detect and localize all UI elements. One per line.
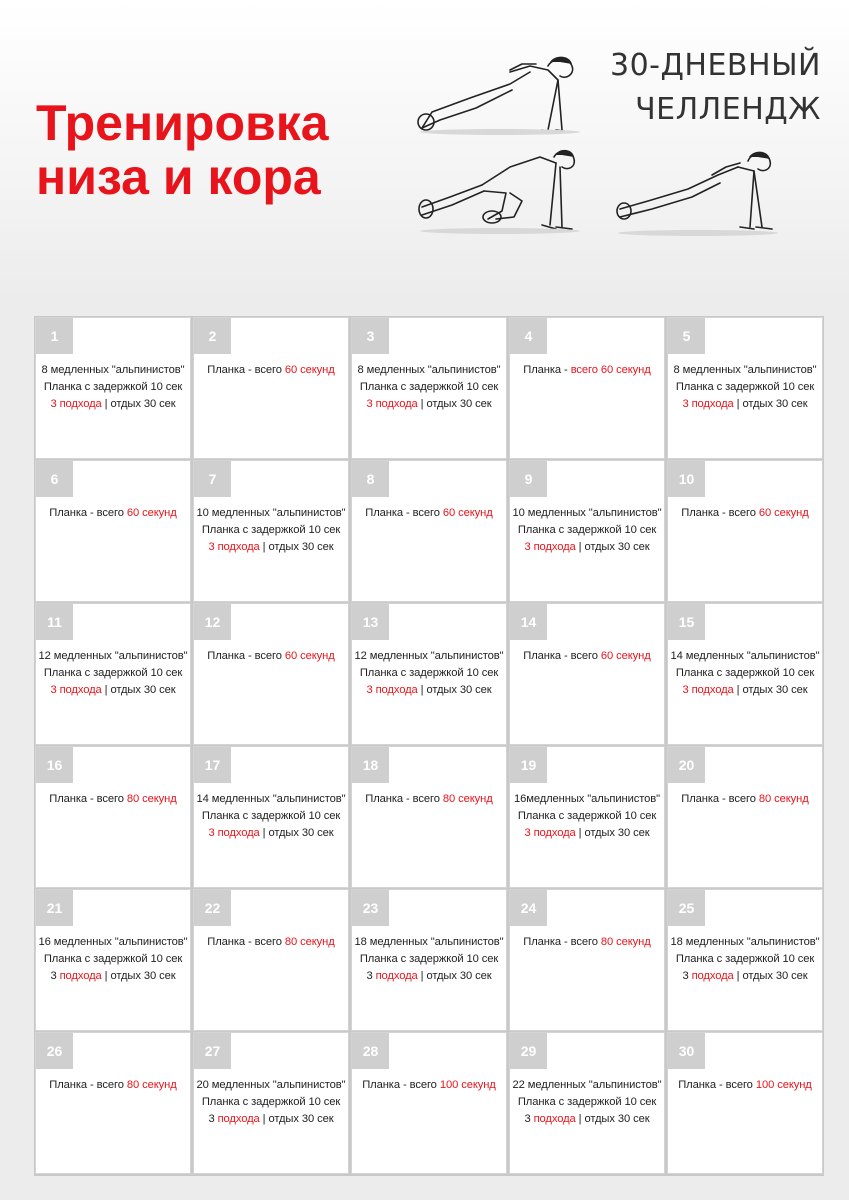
plank-label: Планка - всего xyxy=(365,793,440,805)
day-workout xyxy=(194,791,348,842)
plank-hold-line: Планка с задержкой 10 сек xyxy=(201,524,341,536)
day-cell-28 xyxy=(351,1032,507,1174)
sets-label: подхода xyxy=(533,1113,576,1125)
plank-figure-illustration xyxy=(410,50,590,140)
challenge-label xyxy=(610,44,821,132)
day-number: 6 xyxy=(36,461,73,497)
day-number: 3 xyxy=(352,318,389,354)
plank-line xyxy=(352,1077,506,1094)
plank-line xyxy=(668,791,822,808)
plank-line xyxy=(352,505,506,522)
sets-label: 3 подхода xyxy=(682,398,734,410)
day-number: 4 xyxy=(510,318,547,354)
sets-label: подхода xyxy=(217,1113,260,1125)
rest-label: | отдых 30 сек xyxy=(736,398,808,410)
plank-hold-line: Планка с задержкой 10 сек xyxy=(43,381,183,393)
climbers-line: 16медленных "альпинистов" xyxy=(513,793,660,805)
day-workout xyxy=(510,1077,664,1128)
sets-label: 3 подхода xyxy=(524,827,576,839)
day-number: 5 xyxy=(668,318,705,354)
plank-label: Планка - всего xyxy=(49,507,124,519)
plank-hold-line: Планка с задержкой 10 сек xyxy=(517,1096,657,1108)
plank-hold-line: Планка с задержкой 10 сек xyxy=(359,953,499,965)
sets-label: 3 подхода xyxy=(208,827,260,839)
plank-label: Планка - всего xyxy=(678,1079,753,1091)
plank-duration: 60 секунд xyxy=(600,650,651,662)
sets-label: 3 подхода xyxy=(208,541,260,553)
sets-line xyxy=(352,968,506,985)
rest-label: | отдых 30 сек xyxy=(420,970,492,982)
day-workout xyxy=(668,362,822,413)
day-number: 20 xyxy=(668,747,705,783)
day-number: 9 xyxy=(510,461,547,497)
plank-hold-line: Планка с задержкой 10 сек xyxy=(675,667,815,679)
plank-line xyxy=(36,791,190,808)
sets-line xyxy=(668,968,822,985)
climbers-line: 8 медленных "альпинистов" xyxy=(41,364,185,376)
plank-line xyxy=(194,648,348,665)
plank-line xyxy=(668,1077,822,1094)
day-cell-3 xyxy=(351,317,507,459)
sets-count: 3 xyxy=(208,1113,215,1125)
plank-line xyxy=(36,505,190,522)
plank-hold-line: Планка с задержкой 10 сек xyxy=(517,810,657,822)
plank-line xyxy=(194,362,348,379)
title-line-1: Тренировка xyxy=(36,95,329,151)
day-cell-30 xyxy=(667,1032,823,1174)
climbers-line: 10 медленных "альпинистов" xyxy=(196,507,346,519)
plank-duration: 80 секунд xyxy=(126,793,177,805)
day-cell-17 xyxy=(193,746,349,888)
plank-label: Планка - всего xyxy=(365,507,440,519)
sets-count: 3 xyxy=(366,970,373,982)
plank-duration: 60 секунд xyxy=(126,507,177,519)
day-number: 17 xyxy=(194,747,231,783)
day-workout xyxy=(668,505,822,522)
day-workout xyxy=(36,791,190,808)
rest-label: | отдых 30 сек xyxy=(578,541,650,553)
plank-duration: всего 60 секунд xyxy=(570,364,651,376)
plank-duration: 60 секунд xyxy=(442,507,493,519)
day-number: 25 xyxy=(668,890,705,926)
day-number: 16 xyxy=(36,747,73,783)
plank-duration: 80 секунд xyxy=(126,1079,177,1091)
sets-line xyxy=(194,825,348,842)
day-cell-29 xyxy=(509,1032,665,1174)
day-workout xyxy=(194,1077,348,1128)
sets-label: подхода xyxy=(59,970,102,982)
sets-label: подхода xyxy=(691,970,734,982)
plank-duration: 60 секунд xyxy=(284,364,335,376)
day-number: 1 xyxy=(36,318,73,354)
day-workout xyxy=(668,648,822,699)
climbers-line: 12 медленных "альпинистов" xyxy=(38,650,188,662)
day-workout xyxy=(352,362,506,413)
day-cell-10 xyxy=(667,460,823,602)
day-cell-15 xyxy=(667,603,823,745)
plank-label: Планка - всего xyxy=(49,793,124,805)
climbers-line: 18 медленных "альпинистов" xyxy=(670,936,820,948)
plank-hold-line: Планка с задержкой 10 сек xyxy=(517,524,657,536)
sets-line xyxy=(194,539,348,556)
plank-line xyxy=(510,648,664,665)
plank-line xyxy=(510,934,664,951)
rest-label: | отдых 30 сек xyxy=(736,970,808,982)
climbers-line: 8 медленных "альпинистов" xyxy=(673,364,817,376)
day-cell-14 xyxy=(509,603,665,745)
sets-label: подхода xyxy=(375,970,418,982)
plank-label: Планка - всего xyxy=(681,793,756,805)
day-workout xyxy=(352,791,506,808)
day-workout xyxy=(194,505,348,556)
day-workout xyxy=(510,648,664,665)
plank-label: Планка - всего xyxy=(681,507,756,519)
day-workout xyxy=(352,934,506,985)
day-workout xyxy=(510,505,664,556)
rest-label: | отдых 30 сек xyxy=(736,684,808,696)
day-number: 8 xyxy=(352,461,389,497)
plank-duration: 60 секунд xyxy=(758,507,809,519)
plank-hold-line: Планка с задержкой 10 сек xyxy=(675,381,815,393)
day-number: 11 xyxy=(36,604,73,640)
day-number: 23 xyxy=(352,890,389,926)
sets-line xyxy=(352,682,506,699)
plank-line xyxy=(510,362,664,379)
sets-label: 3 подхода xyxy=(524,541,576,553)
day-cell-13 xyxy=(351,603,507,745)
plank-duration: 100 секунд xyxy=(755,1079,812,1091)
rest-label: | отдых 30 сек xyxy=(262,827,334,839)
plank-hold-line: Планка с задержкой 10 сек xyxy=(43,667,183,679)
day-number: 7 xyxy=(194,461,231,497)
sets-line xyxy=(36,396,190,413)
plank-label: Планка - всего xyxy=(49,1079,124,1091)
header xyxy=(0,0,849,300)
sets-label: 3 подхода xyxy=(682,684,734,696)
sets-count: 3 xyxy=(50,970,57,982)
sets-line xyxy=(36,682,190,699)
day-cell-4 xyxy=(509,317,665,459)
day-cell-7 xyxy=(193,460,349,602)
climbers-line: 22 медленных "альпинистов" xyxy=(512,1079,662,1091)
day-workout xyxy=(194,648,348,665)
day-workout xyxy=(36,934,190,985)
rest-label: | отдых 30 сек xyxy=(104,398,176,410)
day-cell-12 xyxy=(193,603,349,745)
page-title xyxy=(36,96,329,204)
day-cell-1 xyxy=(35,317,191,459)
sets-label: 3 подхода xyxy=(50,684,102,696)
rest-label: | отдых 30 сек xyxy=(420,684,492,696)
plank-line xyxy=(194,934,348,951)
day-cell-23 xyxy=(351,889,507,1031)
day-number: 14 xyxy=(510,604,547,640)
day-number: 10 xyxy=(668,461,705,497)
day-number: 29 xyxy=(510,1033,547,1069)
day-cell-18 xyxy=(351,746,507,888)
plank-duration: 80 секунд xyxy=(442,793,493,805)
day-cell-19 xyxy=(509,746,665,888)
plank-duration: 60 секунд xyxy=(284,650,335,662)
day-number: 26 xyxy=(36,1033,73,1069)
sets-label: 3 подхода xyxy=(366,398,418,410)
day-workout xyxy=(352,505,506,522)
plank-line xyxy=(36,1077,190,1094)
day-cell-16 xyxy=(35,746,191,888)
day-cell-9 xyxy=(509,460,665,602)
day-number: 28 xyxy=(352,1033,389,1069)
sets-label: 3 подхода xyxy=(50,398,102,410)
challenge-line-1: 30-ДНЕВНЫЙ xyxy=(609,48,821,83)
day-workout xyxy=(668,1077,822,1094)
challenge-line-2: ЧЕЛЛЕНДЖ xyxy=(635,92,821,127)
plank-label: Планка - всего xyxy=(207,936,282,948)
plank-duration: 100 секунд xyxy=(439,1079,496,1091)
day-cell-2 xyxy=(193,317,349,459)
climbers-line: 16 медленных "альпинистов" xyxy=(38,936,188,948)
day-cell-27 xyxy=(193,1032,349,1174)
day-cell-26 xyxy=(35,1032,191,1174)
day-cell-6 xyxy=(35,460,191,602)
plank-label: Планка - всего xyxy=(523,650,598,662)
sets-count: 3 xyxy=(682,970,689,982)
sets-label: 3 подхода xyxy=(366,684,418,696)
sets-line xyxy=(194,1111,348,1128)
day-cell-21 xyxy=(35,889,191,1031)
day-workout xyxy=(36,648,190,699)
day-workout xyxy=(36,505,190,522)
day-number: 12 xyxy=(194,604,231,640)
day-workout xyxy=(510,791,664,842)
plank-line xyxy=(352,791,506,808)
climbers-line: 12 медленных "альпинистов" xyxy=(354,650,504,662)
rest-label: | отдых 30 сек xyxy=(578,1113,650,1125)
day-workout xyxy=(352,648,506,699)
rest-label: | отдых 30 сек xyxy=(104,970,176,982)
plank-line xyxy=(668,505,822,522)
climbers-line: 8 медленных "альпинистов" xyxy=(357,364,501,376)
day-number: 13 xyxy=(352,604,389,640)
plank-hold-line: Планка с задержкой 10 сек xyxy=(359,667,499,679)
day-number: 15 xyxy=(668,604,705,640)
rest-label: | отдых 30 сек xyxy=(578,827,650,839)
day-number: 2 xyxy=(194,318,231,354)
sets-line xyxy=(36,968,190,985)
day-number: 27 xyxy=(194,1033,231,1069)
plank-hold-line: Планка с задержкой 10 сек xyxy=(43,953,183,965)
sets-line xyxy=(352,396,506,413)
rest-label: | отдых 30 сек xyxy=(262,541,334,553)
climbers-line: 14 медленных "альпинистов" xyxy=(670,650,820,662)
plank-hold-line: Планка с задержкой 10 сек xyxy=(201,810,341,822)
plank-label: Планка - xyxy=(523,364,568,376)
plank-figure-right-illustration xyxy=(608,145,788,240)
sets-count: 3 xyxy=(524,1113,531,1125)
plank-duration: 80 секунд xyxy=(600,936,651,948)
day-cell-5 xyxy=(667,317,823,459)
rest-label: | отдых 30 сек xyxy=(420,398,492,410)
day-number: 18 xyxy=(352,747,389,783)
sets-line xyxy=(668,396,822,413)
day-number: 24 xyxy=(510,890,547,926)
day-workout xyxy=(668,934,822,985)
day-workout xyxy=(36,362,190,413)
day-workout xyxy=(36,1077,190,1094)
day-number: 22 xyxy=(194,890,231,926)
climbers-line: 18 медленных "альпинистов" xyxy=(354,936,504,948)
day-cell-22 xyxy=(193,889,349,1031)
day-cell-25 xyxy=(667,889,823,1031)
climbers-line: 20 медленных "альпинистов" xyxy=(196,1079,346,1091)
day-workout xyxy=(510,362,664,379)
sets-line xyxy=(510,1111,664,1128)
plank-hold-line: Планка с задержкой 10 сек xyxy=(359,381,499,393)
day-number: 30 xyxy=(668,1033,705,1069)
calendar-grid xyxy=(34,316,824,1176)
calendar-section xyxy=(0,298,849,1200)
plank-hold-line: Планка с задержкой 10 сек xyxy=(675,953,815,965)
day-workout xyxy=(352,1077,506,1094)
day-number: 19 xyxy=(510,747,547,783)
sets-line xyxy=(668,682,822,699)
plank-duration: 80 секунд xyxy=(284,936,335,948)
sets-line xyxy=(510,825,664,842)
plank-label: Планка - всего xyxy=(523,936,598,948)
plank-label: Планка - всего xyxy=(207,650,282,662)
day-cell-11 xyxy=(35,603,191,745)
plank-hold-line: Планка с задержкой 10 сек xyxy=(201,1096,341,1108)
plank-label: Планка - всего xyxy=(207,364,282,376)
climbers-line: 10 медленных "альпинистов" xyxy=(512,507,662,519)
day-cell-8 xyxy=(351,460,507,602)
day-workout xyxy=(194,362,348,379)
sets-line xyxy=(510,539,664,556)
title-line-2: низа и кора xyxy=(36,149,321,205)
day-workout xyxy=(510,934,664,951)
plank-label: Планка - всего xyxy=(362,1079,437,1091)
day-number: 21 xyxy=(36,890,73,926)
rest-label: | отдых 30 сек xyxy=(104,684,176,696)
mountain-climber-figure-illustration xyxy=(410,145,590,240)
day-workout xyxy=(668,791,822,808)
day-cell-24 xyxy=(509,889,665,1031)
climbers-line: 14 медленных "альпинистов" xyxy=(196,793,346,805)
day-workout xyxy=(194,934,348,951)
plank-duration: 80 секунд xyxy=(758,793,809,805)
rest-label: | отдых 30 сек xyxy=(262,1113,334,1125)
day-cell-20 xyxy=(667,746,823,888)
